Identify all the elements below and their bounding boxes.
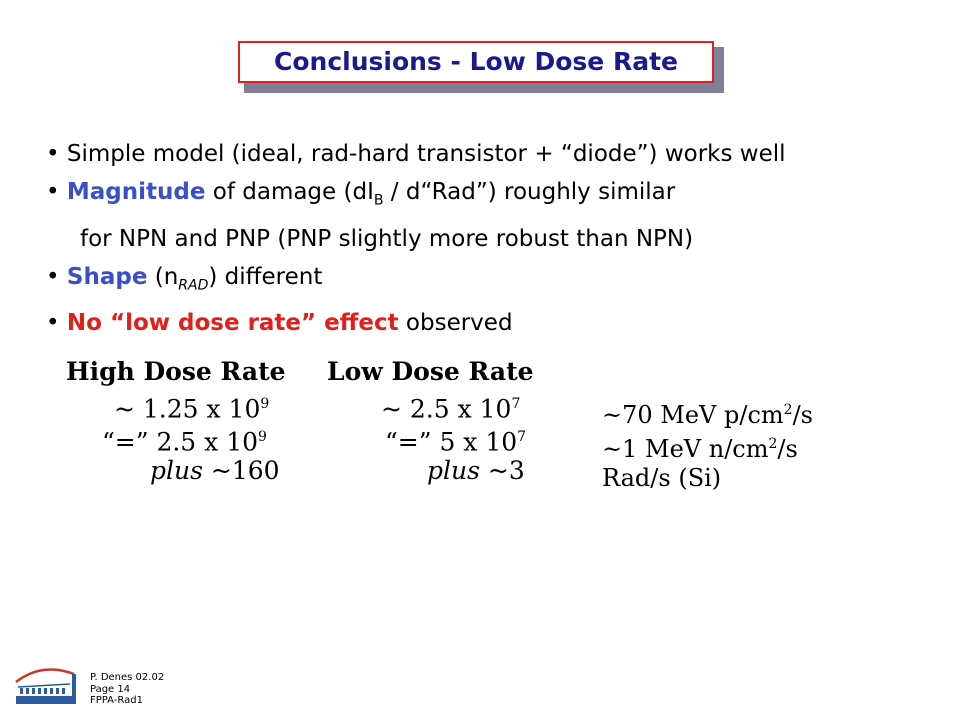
bullet-3-sub: RAD <box>178 277 209 294</box>
bullet-2-pre: of damage (dI <box>205 179 374 205</box>
low-dose-heading: Low Dose Rate <box>327 357 534 386</box>
bullet-1: • Simple model (ideal, rad-hard transistor + “diode”) works well <box>46 141 786 167</box>
unit-neutron-exp: 2 <box>768 436 778 452</box>
unit-neutron-pre: ~1 MeV n/cm <box>602 435 769 463</box>
high-r2-exp: 9 <box>258 429 267 445</box>
low-dose-row-1 <box>327 388 534 424</box>
unit-proton-post: /s <box>792 401 813 429</box>
bullet-3-post: ) different <box>208 263 323 290</box>
low-dose-row-2 <box>327 421 534 457</box>
low-r1-exp: 7 <box>511 396 521 412</box>
high-r1-exp: 9 <box>260 396 270 412</box>
footer-code: FPPA-Rad1 <box>90 695 143 706</box>
high-dose-row-1 <box>66 388 286 424</box>
bullet-3: • Shape $(n_{RAD})$ different <box>46 263 323 294</box>
bullet-2: • Magnitude of damage ($dI_B$ / d“Rad”) roughly similar <box>46 179 676 209</box>
unit-proton-exp: 2 <box>783 402 793 418</box>
bullet-4: • No “low dose rate” effect observed <box>46 310 513 337</box>
high-dose-column <box>66 355 286 487</box>
footer-page: Page 14 <box>90 683 131 695</box>
unit-neutron-post: /s <box>777 435 798 463</box>
low-r3-val: ~3 <box>479 456 525 485</box>
bullet-1-text: Simple model (ideal, rad-hard transistor + “diode”) works well <box>66 141 786 167</box>
bullet-2-sub: B <box>373 192 384 209</box>
bullet-2-post: / d“Rad”) roughly similar <box>383 179 676 205</box>
footer-author: P. Denes 02.02 <box>90 672 165 683</box>
high-dose-row-3 <box>66 454 286 487</box>
page-title: Conclusions - Low Dose Rate <box>238 41 714 83</box>
bullet-3-pre: (n <box>147 263 179 290</box>
high-dose-row-2 <box>66 421 286 457</box>
low-r1-text: ~ 2.5 x 10 <box>381 394 512 424</box>
bullet-list <box>46 135 956 342</box>
bullet-2-strong: Magnitude <box>66 179 206 205</box>
berkeley-lab-logo-icon <box>12 660 82 710</box>
unit-proton-pre: ~70 MeV p/cm <box>602 401 784 429</box>
bullet-3-strong: Shape <box>66 263 148 290</box>
low-dose-column <box>327 355 534 487</box>
low-dose-row-3 <box>327 454 534 487</box>
footer-text <box>90 672 164 707</box>
title-frame <box>238 41 724 93</box>
unit-proton <box>602 393 813 427</box>
bullet-4-strong: No “low dose rate” effect <box>66 310 399 337</box>
high-r3-val: ~160 <box>202 456 280 485</box>
bullet-2-continuation: for NPN and PNP (PNP slightly more robust than NPN) <box>80 225 694 252</box>
high-dose-heading: High Dose Rate <box>66 357 286 386</box>
low-r2-text: “=” 5 x 10 <box>385 427 518 457</box>
low-r2-exp: 7 <box>517 429 527 445</box>
high-r2-text: “=” 2.5 x 10 <box>102 427 259 457</box>
bullet-4-post: observed <box>398 310 513 337</box>
high-r1-text: ~ 1.25 x 10 <box>114 394 261 424</box>
unit-neutron <box>602 427 813 461</box>
unit-rad: Rad/s (Si) <box>602 464 722 492</box>
high-r3-italic: plus <box>150 456 203 485</box>
low-r3-italic: plus <box>427 456 480 485</box>
units-column <box>602 393 813 495</box>
